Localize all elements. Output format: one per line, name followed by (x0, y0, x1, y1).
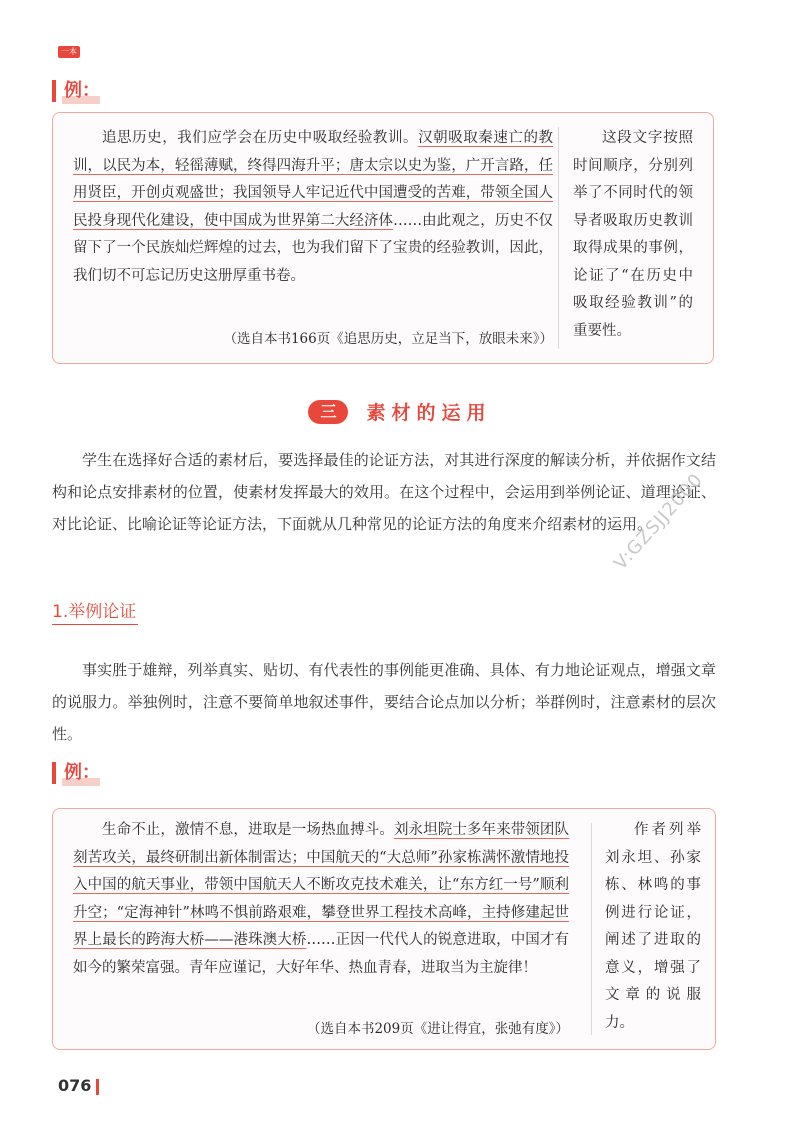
example-quote-2 (73, 817, 569, 982)
divider (591, 823, 592, 1035)
example-note-2: 作者列举刘永坦、孙家栋、林鸣的事例进行论证，阐述了进取的意义，增强了文章的说服力。 (605, 822, 701, 1031)
quote-text: 追思历史，我们应学会在历史中吸取经验教训。 (102, 130, 419, 146)
quote-text: 生命不止，激情不息，进取是一场热血搏斗。 (102, 822, 394, 838)
section-title-text: 素材的运用 (366, 402, 492, 424)
quote-text: ……正因一代代人的锐意进取，中国才有如今的繁荣富强。青年应谨记，大好年华、热血青春，进取当为主旋律！ (73, 932, 570, 976)
example-source-1: （选自本书166页《追思历史，立足当下，放眼未来》） (223, 331, 553, 347)
section-number: 三 (308, 400, 348, 424)
watermark-text: V:GZSJJ2000 (610, 469, 708, 575)
example-box-1 (52, 112, 714, 364)
quote-underlined-text: 汉朝吸取秦速亡的教训，以民为本，轻徭薄赋，终得四海升平；唐太宗以史为鉴，广开言路，任用贤臣，开创贞观盛世；我国领导人牢记近代中国遭受的苦难，带领全国人民投身现代化建设，使中国成为世界第二大经济体 (73, 130, 554, 229)
subsection-title: 1.举例论证 (52, 600, 138, 625)
example-source-2: （选自本书209页《进让得宜，张弛有度》） (306, 1021, 569, 1037)
divider (558, 127, 559, 349)
page-number-bar (96, 1079, 99, 1095)
quote-underlined-text: 刘永坦院士多年来带领团队刻苦攻关，最终研制出新体制雷达；中国航天的“大总师”孙家栋满怀激情地投入中国的航天事业，带领中国航天人不断攻克技术难关，让“东方红一号”顺利升空；“定海神针”林鸣不惧前路艰难，攀登世界工程技术高峰，主持修建起世界上最长的跨海大桥——港珠澳大桥 (73, 822, 570, 948)
page-number: 076 (58, 1076, 92, 1095)
example-quote-1 (73, 125, 553, 290)
intro-paragraph: 学生在选择好合适的素材后，要选择最佳的论证方法，对其进行深度的解读分析，并依据作文结构和论点安排素材的位置，使素材发挥最大的效用。在这个过程中，会运用到举例论证、道理论证、对比论证、比喻论证等论证方法，下面就从几种常见的论证方法的角度来介绍素材的运用。 (52, 451, 716, 533)
quote-text: ……由此观之，历史不仅留下了一个民族灿烂辉煌的过去，也为我们留下了宝贵的经验教训，因此，我们切不可忘记历史这册厚重书卷。 (73, 212, 553, 284)
subsection-paragraph: 事实胜于雄辩，列举真实、贴切、有代表性的事例能更准确、具体、有力地论证观点，增强文章的说服力。举独例时，注意不要简单地叙述事件，要结合论点加以分析；举群例时，注意素材的层次性。 (52, 661, 716, 743)
example-note-1: 这段文字按照时间顺序，分别列举了不同时代的领导者吸取历史教训取得成果的事例，论证了“在历史中吸取经验教训”的重要性。 (573, 130, 693, 339)
example-box-2 (52, 808, 716, 1050)
example-label-2: 例： (52, 762, 100, 784)
example-label: 例： (52, 80, 100, 102)
section-title (0, 398, 800, 425)
header-badge: 一本 (58, 46, 80, 58)
